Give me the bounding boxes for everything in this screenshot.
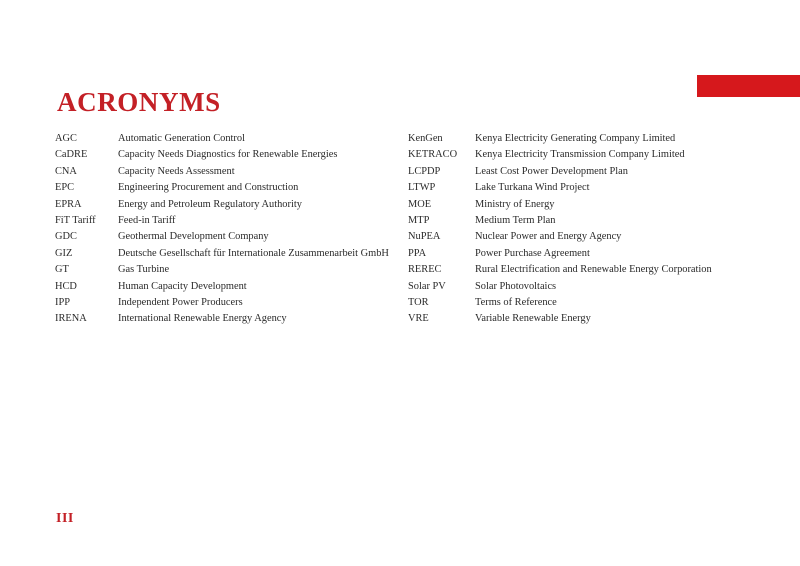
acronym-row <box>55 311 395 327</box>
acronym-definition: Automatic Generation Control <box>118 133 245 144</box>
acronym-row <box>408 131 748 147</box>
header-accent-bar <box>697 75 800 97</box>
acronym-definition: Variable Renewable Energy <box>475 313 591 325</box>
acronym-definition: Energy and Petroleum Regulatory Authority <box>118 198 302 210</box>
acronym-abbreviation: KETRACO <box>408 149 458 161</box>
acronym-row <box>408 197 748 213</box>
acronym-row <box>55 131 395 147</box>
acronym-row <box>55 295 395 311</box>
acronym-row <box>55 246 395 262</box>
acronym-abbreviation: NuPEA <box>408 231 441 243</box>
acronym-abbreviation: HCD <box>55 280 77 292</box>
acronym-definition: Least Cost Power Development Plan <box>475 165 628 177</box>
acronym-row <box>408 311 748 327</box>
acronym-abbreviation: Solar PV <box>408 280 446 292</box>
acronym-definition: Human Capacity Development <box>118 280 247 292</box>
acronym-row <box>55 262 395 278</box>
acronym-abbreviation: EPRA <box>55 198 82 210</box>
acronym-row <box>408 246 748 262</box>
acronym-definition: Capacity Needs Diagnostics for Renewable Energies <box>118 149 338 161</box>
acronym-abbreviation: MTP <box>408 214 430 226</box>
acronym-definition: Terms of Reference <box>475 296 557 308</box>
acronym-abbreviation: IPP <box>55 296 71 308</box>
acronym-row <box>55 180 395 196</box>
acronym-row <box>408 180 748 196</box>
acronym-definition: Ministry of Energy <box>475 198 555 210</box>
acronym-abbreviation: FiT Tariff <box>55 214 96 226</box>
acronym-definition: Feed-in Tariff <box>118 214 176 226</box>
acronym-abbreviation: KenGen <box>408 133 443 144</box>
acronym-definition: Geothermal Development Company <box>118 231 269 243</box>
acronym-row <box>55 147 395 163</box>
acronym-abbreviation: MOE <box>408 198 432 210</box>
acronyms-column-right <box>408 131 748 328</box>
acronym-definition: Kenya Electricity Transmission Company Limited <box>475 149 685 161</box>
acronym-definition: Deutsche Gesellschaft für Internationale Zusammenarbeit GmbH <box>118 247 389 259</box>
acronym-row <box>55 197 395 213</box>
acronym-row <box>408 147 748 163</box>
acronyms-list <box>0 131 800 328</box>
page-number: III <box>56 511 74 526</box>
acronym-definition: Engineering Procurement and Construction <box>118 182 299 194</box>
acronym-abbreviation: LCPDP <box>408 165 441 177</box>
acronym-row <box>408 295 748 311</box>
acronym-abbreviation: GDC <box>55 231 77 243</box>
acronym-definition: Kenya Electricity Generating Company Limited <box>475 133 676 144</box>
acronym-definition: Power Purchase Agreement <box>475 247 590 259</box>
acronym-row <box>55 164 395 180</box>
acronym-abbreviation: REREC <box>408 264 442 276</box>
acronym-abbreviation: EPC <box>55 182 75 194</box>
acronym-definition: Medium Term Plan <box>475 214 556 226</box>
acronym-definition: Nuclear Power and Energy Agency <box>475 231 622 243</box>
acronym-abbreviation: CNA <box>55 165 77 177</box>
acronym-definition: Gas Turbine <box>118 264 170 276</box>
acronym-row <box>408 164 748 180</box>
acronym-row <box>55 213 395 229</box>
acronym-definition: Rural Electrification and Renewable Energy Corporation <box>475 264 712 276</box>
acronym-row <box>408 262 748 278</box>
acronym-abbreviation: TOR <box>408 296 429 308</box>
acronym-abbreviation: PPA <box>408 247 427 259</box>
page-title: ACRONYMS <box>57 87 221 118</box>
acronym-row <box>408 229 748 245</box>
acronym-definition: Independent Power Producers <box>118 296 243 308</box>
acronym-row <box>55 279 395 295</box>
acronym-row <box>408 213 748 229</box>
acronym-abbreviation: LTWP <box>408 182 436 194</box>
acronym-row <box>55 229 395 245</box>
acronym-definition: Solar Photovoltaics <box>475 280 557 292</box>
acronym-abbreviation: VRE <box>408 313 429 325</box>
acronym-row <box>408 279 748 295</box>
acronyms-column-left <box>55 131 395 328</box>
acronym-definition: International Renewable Energy Agency <box>118 313 287 325</box>
acronym-abbreviation: IRENA <box>55 313 87 325</box>
acronym-abbreviation: CaDRE <box>55 149 88 161</box>
acronym-abbreviation: AGC <box>55 133 77 144</box>
acronym-abbreviation: GT <box>55 264 69 276</box>
acronym-abbreviation: GIZ <box>55 247 73 259</box>
acronym-definition: Capacity Needs Assessment <box>118 165 235 177</box>
acronym-definition: Lake Turkana Wind Project <box>475 182 590 194</box>
